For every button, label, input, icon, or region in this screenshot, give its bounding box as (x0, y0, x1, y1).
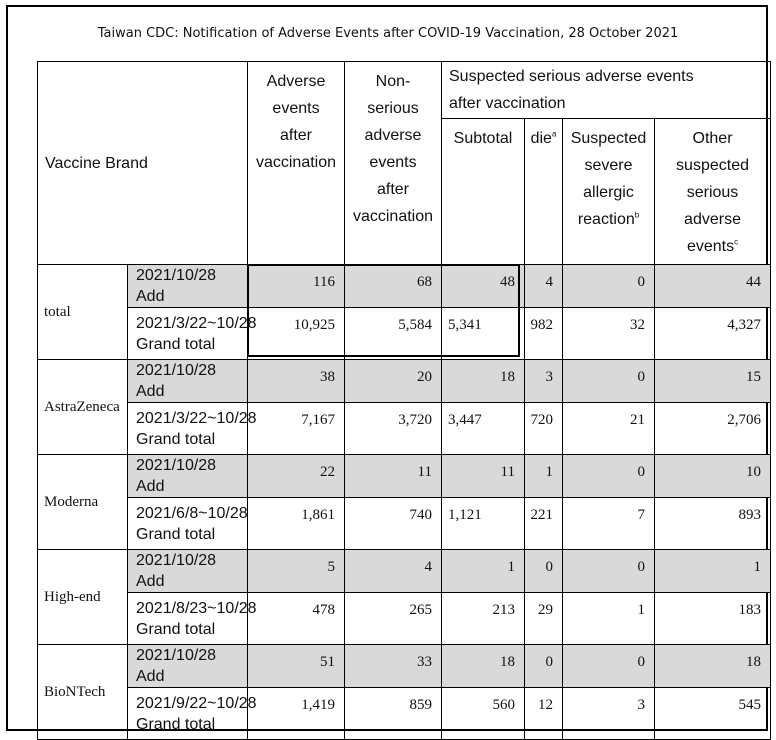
cell: 33 (345, 645, 442, 688)
cell: 7 (563, 498, 655, 550)
cell: 18 (442, 360, 525, 403)
cell: 545 (655, 688, 771, 740)
header-suspected-serious: Suspected serious adverse events after vaccination (442, 62, 771, 119)
cell: 5 (248, 550, 345, 593)
cell: 4 (345, 550, 442, 593)
adverse-events-table (37, 61, 771, 740)
cell: 29 (525, 593, 563, 645)
header-row-1 (38, 62, 771, 119)
cell: 12 (525, 688, 563, 740)
cell: 3 (525, 360, 563, 403)
row-label: 2021/3/22~10/28 Grand total (128, 403, 248, 455)
cell: 0 (563, 455, 655, 498)
cell: 3,720 (345, 403, 442, 455)
cell: 3,447 (442, 403, 525, 455)
cell: 11 (345, 455, 442, 498)
cell: 4 (525, 265, 563, 308)
row-label: 2021/9/22~10/28 Grand total (128, 688, 248, 740)
cell: 478 (248, 593, 345, 645)
table-row (38, 360, 771, 403)
row-label: 2021/10/28 Add (128, 645, 248, 688)
cell: 720 (525, 403, 563, 455)
table-title: Taiwan CDC: Notification of Adverse Events after COVID-19 Vaccination, 28 October 2021 (97, 26, 679, 41)
cell: 32 (563, 308, 655, 360)
brand-label: High-end (38, 550, 128, 645)
cell: 0 (563, 645, 655, 688)
brand-label: Moderna (38, 455, 128, 550)
cell: 2,706 (655, 403, 771, 455)
cell: 15 (655, 360, 771, 403)
cell: 18 (442, 645, 525, 688)
cell: 10,925 (248, 308, 345, 360)
table-row (38, 308, 771, 360)
cell: 116 (248, 265, 345, 308)
header-allergic: Suspected severe allergic reaction$^b$ (563, 119, 655, 265)
table-edge-tick (37, 706, 39, 712)
cell: 10 (655, 455, 771, 498)
brand-label: AstraZeneca (38, 360, 128, 455)
cell: 4,327 (655, 308, 771, 360)
table-row (38, 688, 771, 740)
table-row (38, 265, 771, 308)
cell: 7,167 (248, 403, 345, 455)
table-row (38, 550, 771, 593)
cell: 38 (248, 360, 345, 403)
cell: 20 (345, 360, 442, 403)
cell: 221 (525, 498, 563, 550)
brand-label: BioNTech (38, 645, 128, 740)
cell: 183 (655, 593, 771, 645)
cell: 859 (345, 688, 442, 740)
row-label: 2021/10/28 Add (128, 550, 248, 593)
cell: 1,861 (248, 498, 345, 550)
table-row (38, 455, 771, 498)
row-label: 2021/10/28 Add (128, 455, 248, 498)
cell: 44 (655, 265, 771, 308)
cell: 740 (345, 498, 442, 550)
header-other: Other suspected serious adverse events$^c$ (655, 119, 771, 265)
table-row (38, 498, 771, 550)
cell: 5,584 (345, 308, 442, 360)
header-adverse-events: Adverse events after vaccination (248, 62, 345, 265)
cell: 1,419 (248, 688, 345, 740)
cell: 265 (345, 593, 442, 645)
cell: 0 (563, 550, 655, 593)
header-vaccine-brand: Vaccine Brand (38, 62, 248, 265)
cell: 68 (345, 265, 442, 308)
cell: 1 (655, 550, 771, 593)
cell: 0 (563, 265, 655, 308)
cell: 18 (655, 645, 771, 688)
cell: 5,341 (442, 308, 525, 360)
header-subtotal: Subtotal (442, 119, 525, 265)
cell: 1 (563, 593, 655, 645)
cell: 48 (442, 265, 525, 308)
cell: 982 (525, 308, 563, 360)
cell: 213 (442, 593, 525, 645)
header-die: die$^a$ (525, 119, 563, 265)
row-label: 2021/8/23~10/28 Grand total (128, 593, 248, 645)
header-non-serious: Non- serious adverse events after vaccination (345, 62, 442, 265)
cell: 11 (442, 455, 525, 498)
brand-label: total (38, 265, 128, 360)
cell: 0 (563, 360, 655, 403)
cell: 893 (655, 498, 771, 550)
table-row (38, 403, 771, 455)
cell: 1 (525, 455, 563, 498)
row-label: 2021/3/22~10/28 Grand total (128, 308, 248, 360)
row-label: 2021/6/8~10/28 Grand total (128, 498, 248, 550)
cell: 0 (525, 645, 563, 688)
cell: 1,121 (442, 498, 525, 550)
cell: 21 (563, 403, 655, 455)
row-label: 2021/10/28 Add (128, 265, 248, 308)
row-label: 2021/10/28 Add (128, 360, 248, 403)
cell: 1 (442, 550, 525, 593)
cell: 560 (442, 688, 525, 740)
table-row (38, 645, 771, 688)
cell: 3 (563, 688, 655, 740)
cell: 51 (248, 645, 345, 688)
cell: 0 (525, 550, 563, 593)
cell: 22 (248, 455, 345, 498)
table-row (38, 593, 771, 645)
